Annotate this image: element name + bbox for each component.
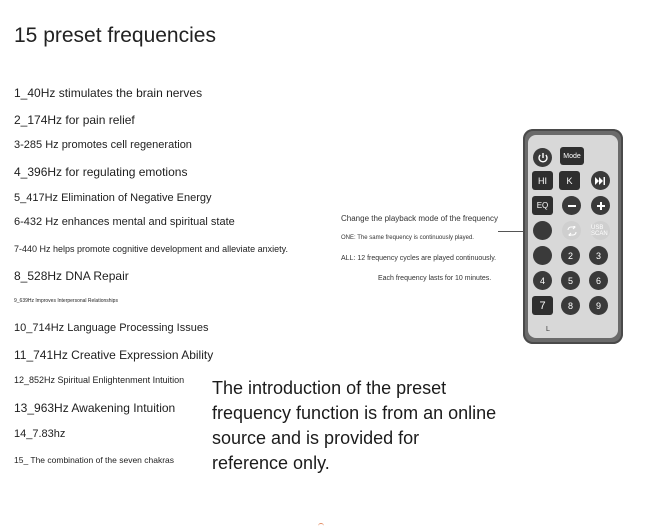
decorative-mark [318,523,324,529]
frequency-item: 3-285 Hz promotes cell regeneration [14,139,192,151]
usb-scan-button[interactable]: USB SCAN [591,221,610,240]
page-title: 15 preset frequencies [14,24,216,47]
skip-next-icon [595,177,606,185]
frequency-item: 4_396Hz for regulating emotions [14,165,188,179]
volume-down-button[interactable] [562,196,581,215]
hi-button[interactable]: HI [532,171,553,190]
minus-icon [567,201,577,211]
next-button[interactable] [591,171,610,190]
k-button[interactable]: K [559,171,580,190]
number-button-8[interactable]: 8 [561,296,580,315]
frequency-item: 14_7.83hz [14,428,66,440]
frequency-item: 2_174Hz for pain relief [14,113,135,127]
zero-button[interactable] [533,221,552,240]
number-button-6[interactable]: 6 [589,271,608,290]
frequency-item: 6-432 Hz enhances mental and spiritual state [14,216,235,228]
annotation-one: ONE: The same frequency is continuously played. [341,235,474,241]
frequency-item: 13_963Hz Awakening Intuition [14,401,176,415]
number-button-5[interactable]: 5 [561,271,580,290]
repeat-icon [566,226,578,236]
number-button-9[interactable]: 9 [589,296,608,315]
annotation-all: ALL: 12 frequency cycles are played continuously. [341,255,497,262]
eq-button[interactable]: EQ [532,196,553,215]
frequency-item: 15_ The combination of the seven chakras [14,455,175,465]
frequency-item: 10_714Hz Language Processing Issues [14,322,209,334]
frequency-item: 8_528Hz DNA Repair [14,269,129,283]
remote-bottom-label: L [546,326,550,333]
number-button-7[interactable]: 7 [532,296,553,315]
annotation-heading: Change the playback mode of the frequency [341,214,498,223]
number-button-4[interactable]: 4 [533,271,552,290]
frequency-item: 9_639Hz Improves Interpersonal Relationships [14,298,118,304]
frequency-item: 5_417Hz Elimination of Negative Energy [14,192,212,204]
annotation-duration: Each frequency lasts for 10 minutes. [378,275,492,282]
volume-up-button[interactable] [591,196,610,215]
number-button-3[interactable]: 3 [589,246,608,265]
power-button[interactable] [533,148,552,167]
frequency-item: 12_852Hz Spiritual Enlightenment Intuition [14,375,185,385]
frequency-item: 11_741Hz Creative Expression Ability [14,348,214,362]
repeat-button[interactable] [562,221,581,240]
plus-icon [596,201,606,211]
disclaimer-note: The introduction of the preset frequency function is from an online source and is provided for reference only. [212,376,497,476]
mode-button[interactable]: Mode [560,147,584,165]
frequency-item: 7-440 Hz helps promote cognitive development and alleviate anxiety. [14,244,288,254]
number-button-2[interactable]: 2 [561,246,580,265]
ten-plus-button[interactable] [533,246,552,265]
power-icon [537,152,549,164]
frequency-item: 1_40Hz stimulates the brain nerves [14,86,203,100]
